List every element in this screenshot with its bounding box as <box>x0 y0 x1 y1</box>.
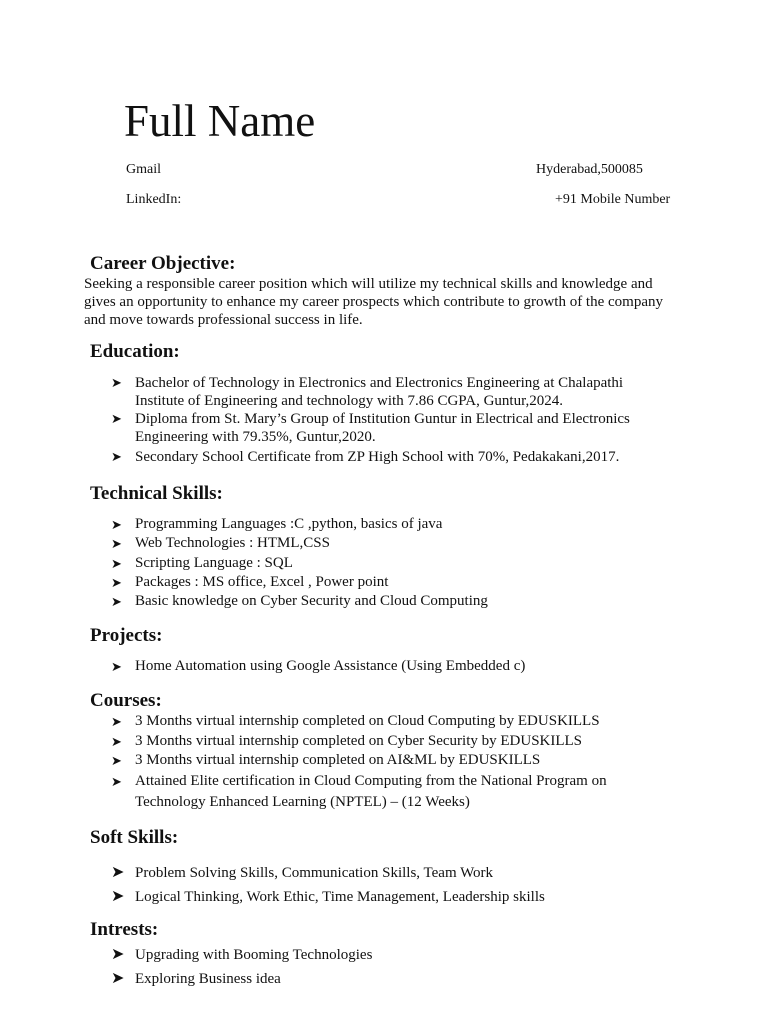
career-objective-text: Seeking a responsible career position which will utilize my technical skills and knowledge and gives an opportunity to enhance my career prospects which contribute to growth of the company and move towards professional success in life. <box>84 276 663 328</box>
list-item <box>111 943 711 967</box>
arrowhead-bullet-icon: ➤ <box>111 555 122 571</box>
arrowhead-bullet-icon: ➤ <box>111 714 122 729</box>
list-item <box>111 885 711 909</box>
courses-heading: Courses: <box>90 690 162 711</box>
list-item <box>111 861 711 885</box>
education-item-text: Bachelor of Technology in Electronics and Electronics Engineering at Chalapathi Institute of Engineering and technology with 7.86 CGPA, Guntur,2024. <box>135 375 624 409</box>
list-item <box>111 712 711 732</box>
courses-list <box>111 712 711 813</box>
technical-skill-text: Programming Languages :C ,python, basics of java <box>135 516 443 532</box>
education-item-text: Secondary School Certificate from ZP High School with 70%, Pedakakani,2017. <box>135 449 620 465</box>
location: Hyderabad,500085 <box>536 162 643 177</box>
education-item-text: Diploma from St. Mary’s Group of Institution Guntur in Electrical and Electronics Engineering with 79.35%, Guntur,2020. <box>135 411 630 445</box>
arrowhead-bullet-icon: ➤ <box>111 753 122 769</box>
course-text: 3 Months virtual internship completed on AI&ML by EDUSKILLS <box>135 752 541 769</box>
arrowhead-bullet-icon: ➤ <box>111 517 122 532</box>
arrowhead-bullet-icon: ➤ <box>111 594 122 610</box>
list-item <box>111 573 711 592</box>
list-item <box>111 448 711 466</box>
list-item <box>111 732 711 752</box>
soft-skill-text: Problem Solving Skills, Communication Skills, Team Work <box>135 865 494 881</box>
arrowhead-bullet-icon: ➤ <box>111 449 122 464</box>
technical-skill-text: Packages : MS office, Excel , Power point <box>135 573 389 590</box>
phone-number: +91 Mobile Number <box>555 192 671 207</box>
soft-skill-text: Logical Thinking, Work Ethic, Time Management, Leadership skills <box>135 889 545 905</box>
interests-list <box>111 943 711 991</box>
course-text: 3 Months virtual internship completed on Cloud Computing by EDUSKILLS <box>135 713 600 729</box>
technical-skill-text: Web Technologies : HTML,CSS <box>135 535 330 552</box>
project-text: Home Automation using Google Assistance (Using Embedded c) <box>135 658 526 674</box>
career-objective-heading: Career Objective: <box>90 253 236 274</box>
arrowhead-bullet-icon: ➤ <box>111 574 122 590</box>
arrowhead-bullet-icon: ➤ <box>111 946 125 963</box>
arrowhead-bullet-icon: ➤ <box>111 659 122 674</box>
arrowhead-bullet-icon: ➤ <box>111 536 122 552</box>
list-item <box>111 657 711 676</box>
list-item <box>111 592 711 611</box>
arrowhead-bullet-icon: ➤ <box>111 888 125 905</box>
list-item <box>111 751 711 771</box>
soft-skills-list <box>111 861 711 909</box>
list-item <box>111 534 711 553</box>
interest-text: Exploring Business idea <box>135 971 281 987</box>
projects-heading: Projects: <box>90 625 163 646</box>
list-item <box>111 515 711 534</box>
interests-heading: Intrests: <box>90 919 159 940</box>
soft-skills-heading: Soft Skills: <box>90 827 179 848</box>
list-item <box>111 967 711 991</box>
full-name: Full Name <box>124 96 316 146</box>
education-heading: Education: <box>90 341 180 362</box>
list-item <box>111 410 711 446</box>
arrowhead-bullet-icon: ➤ <box>111 411 122 426</box>
list-item <box>111 554 711 573</box>
technical-skills-list <box>111 515 711 611</box>
arrowhead-bullet-icon: ➤ <box>111 970 125 987</box>
list-item <box>111 771 711 813</box>
arrowhead-bullet-icon: ➤ <box>111 864 125 881</box>
education-list <box>111 374 711 466</box>
arrowhead-bullet-icon: ➤ <box>111 733 122 749</box>
course-text: Attained Elite certification in Cloud Computing from the National Program on Technology Enhanced Learning (NPTEL) – (12 Weeks) <box>135 772 607 810</box>
technical-skill-text: Basic knowledge on Cyber Security and Cloud Computing <box>135 593 488 610</box>
email-label: Gmail <box>126 162 161 177</box>
projects-list <box>111 657 711 676</box>
arrowhead-bullet-icon: ➤ <box>111 375 122 390</box>
list-item <box>111 374 711 410</box>
technical-skills-heading: Technical Skills: <box>90 483 223 504</box>
course-text: 3 Months virtual internship completed on Cyber Security by EDUSKILLS <box>135 732 583 749</box>
technical-skill-text: Scripting Language : SQL <box>135 554 293 571</box>
interest-text: Upgrading with Booming Technologies <box>135 947 373 963</box>
arrowhead-bullet-icon: ➤ <box>111 773 122 789</box>
linkedin-label: LinkedIn: <box>126 192 182 207</box>
